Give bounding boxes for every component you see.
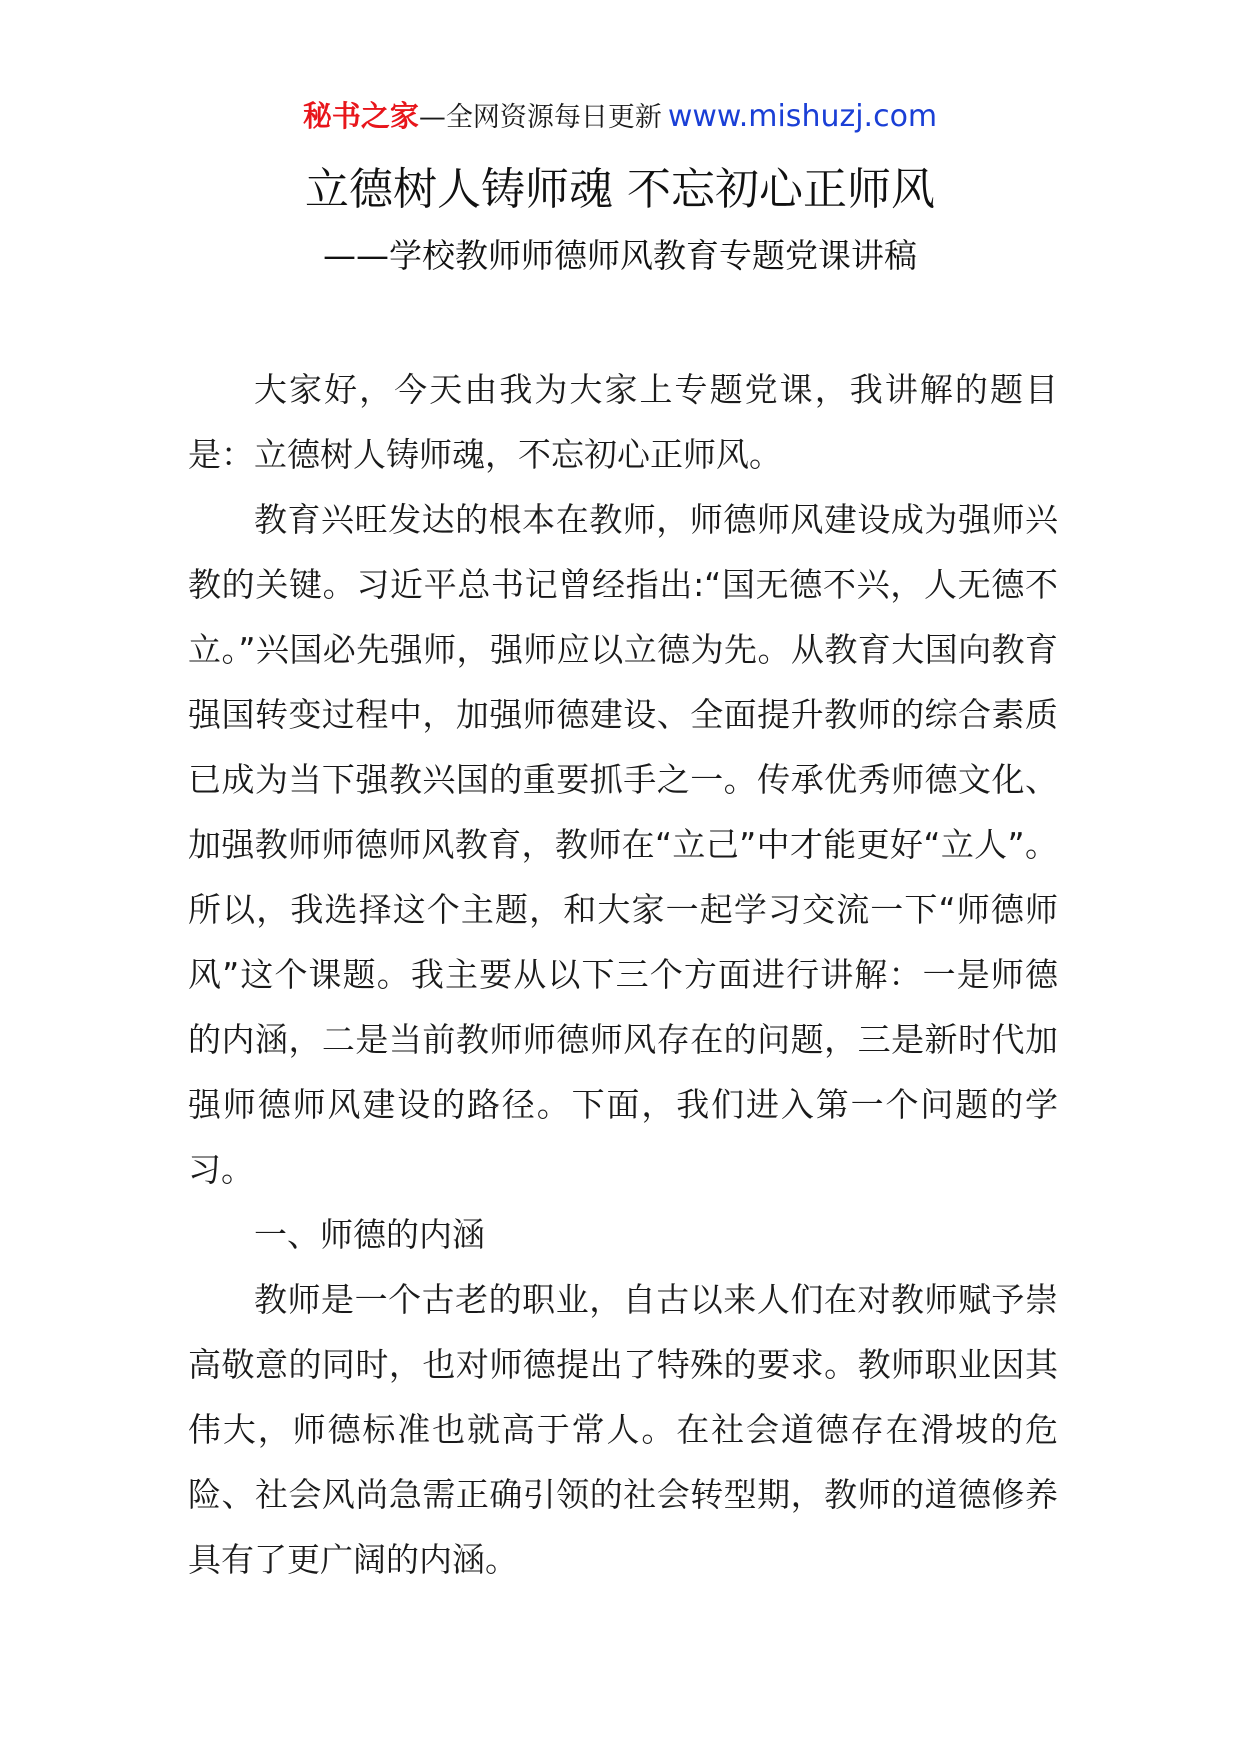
- document-subtitle: ——学校教师师德师风教育专题党课讲稿: [323, 236, 917, 275]
- intro-paragraph: 大家好，今天由我为大家上专题党课，我讲解的题目是：立德树人铸师魂，不忘初心正师风。: [188, 370, 1058, 474]
- section-paragraph: 教师是一个古老的职业，自古以来人们在对教师赋予崇高敬意的同时，也对师德提出了特殊的要求。教师职业因其伟大，师德标准也就高于常人。在社会道德存在滑坡的危险、社会风尚急需正确引领的社会转型期，教师的道德修养具有了更广阔的内涵。: [188, 1280, 1058, 1579]
- site-header: [0, 94, 1240, 138]
- site-url-link[interactable]: www.mishuzj.com: [667, 99, 938, 134]
- document-body: [188, 357, 1058, 1592]
- site-slogan: —全网资源每日更新: [418, 102, 662, 133]
- site-brand: 秘书之家: [302, 99, 419, 133]
- document-title: 立德树人铸师魂 不忘初心正师风: [305, 164, 935, 215]
- background-paragraph: 教育兴旺发达的根本在教师，师德师风建设成为强师兴教的关键。习近平总书记曾经指出:“国无德不兴，人无德不立。”兴国必先强师，强师应以立德为先。从教育大国向教育强国转变过程中，加强师德建设、全面提升教师的综合素质已成为当下强教兴国的重要抓手之一。传承优秀师德文化、加强教师师德师风教育，教师在“立己”中才能更好“立人”。所以，我选择这个主题，和大家一起学习交流一下“师德师风”这个课题。我主要从以下三个方面进行讲解：一是师德的内涵，二是当前教师师德师风存在的问题，三是新时代加强师德师风建设的路径。下面，我们进入第一个问题的学习。: [188, 500, 1058, 1189]
- section-heading: 一、师德的内涵: [254, 1215, 485, 1254]
